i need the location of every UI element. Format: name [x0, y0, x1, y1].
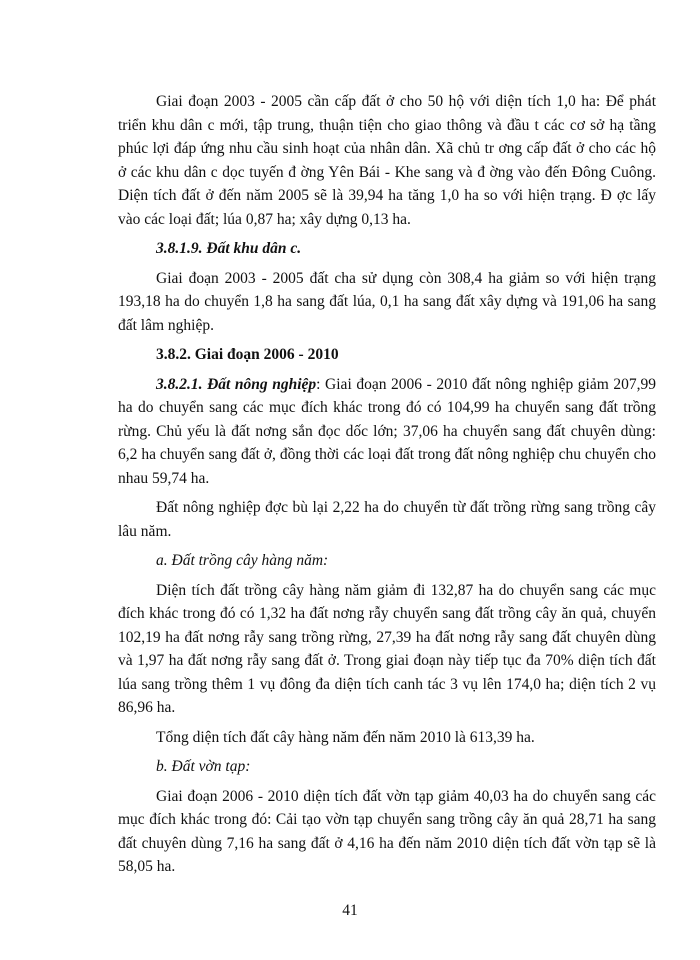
- page-content: [118, 90, 656, 879]
- paragraph-compensated-land: Đất nông nghiệp đợc bù lại 2,22 ha do chuyển từ đất trồng rừng sang trồng cây lâu năm.: [118, 499, 656, 540]
- paragraph-agricultural-land-2006-2010: [118, 373, 656, 491]
- paragraph-residential-land-2003-2005: Giai đoạn 2003 - 2005 cần cấp đất ở cho 50 hộ với diện tích 1,0 ha: Để phát triển khu dân c mới, tập trung, thuận tiện cho giao thông và đầu t các cơ sở hạ tầng phúc lợi đáp ứng nhu cầu sinh hoạt của nhân dân. Xã chủ tr ơng cấp đất ở cho các hộ ở các khu dân c dọc tuyến đ ờng Yên Bái - Khe sang và đ ờng vào đến Đông Cuông. Diện tích đất ở đến năm 2005 sẽ là 39,94 ha tăng 1,0 ha so với hiện trạng. Đ ợc lấy vào các loại đất; lúa 0,87 ha; xây dựng 0,13 ha.: [118, 93, 656, 228]
- heading-mixed-gardens: b. Đất vờn tạp:: [156, 758, 251, 775]
- page-number: 41: [342, 902, 358, 919]
- paragraph-annual-crops-total: Tổng diện tích đất cây hàng năm đến năm 2010 là 613,39 ha.: [156, 728, 535, 746]
- paragraph-unused-land-2003-2005: Giai đoạn 2003 - 2005 đất cha sử dụng còn 308,4 ha giảm so với hiện trạng 193,18 ha do chuyển 1,8 ha sang đất lúa, 0,1 ha sang đất xây dựng và 191,06 ha sang đất lâm nghiệp.: [118, 269, 656, 334]
- heading-annual-crops: a. Đất trồng cây hàng năm:: [156, 552, 329, 569]
- heading-3-8-2-1: 3.8.2.1. Đất nông nghiệp: [156, 375, 317, 393]
- paragraph-mixed-gardens: Giai đoạn 2006 - 2010 diện tích đất vờn tạp giảm 40,03 ha do chuyển sang các mục đích khác trong đó: Cải tạo vờn tạp chuyển sang trồng cây ăn quả 28,71 ha sang đất chuyên dùng 7,16 ha sang đất ở 4,16 ha đến năm 2010 diện tích đất vờn tạp sẽ là 58,05 ha.: [118, 787, 656, 875]
- heading-3-8-1-9: 3.8.1.9. Đất khu dân c.: [156, 240, 302, 257]
- heading-3-8-2: 3.8.2. Giai đoạn 2006 - 2010: [156, 346, 339, 363]
- paragraph-agricultural-land-text: : Giai đoạn 2006 - 2010 đất nông nghiệp giảm 207,99 ha do chuyển sang các mục đích khác trong đó có 104,99 ha chuyển sang đất trồng rừng. Chủ yếu là đất nơng sắn đọc dốc lớn; 37,06 ha chuyển sang đất chuyên dùng: 6,2 ha chuyển sang đất ở, đồng thời các loại đất trong đất nông nghiệp chu chuyển cho nhau 59,74 ha.: [118, 375, 657, 487]
- paragraph-annual-crops: Diện tích đất trồng cây hàng năm giảm đi 132,87 ha do chuyển sang các mục đích khác trong đó có 1,32 ha đất nơng rẫy chuyển sang đất trồng cây ăn quả, chuyển 102,19 ha đất nơng rẫy sang trồng rừng, 27,39 ha đất nơng rẫy sang đất chuyên dùng và 1,97 ha đất nơng rẫy sang đất ở. Trong giai đoạn này tiếp tục đa 70% diện tích đất lúa sang trồng thêm 1 vụ đông đa diện tích canh tác 3 vụ lên 174,0 ha; diện tích 2 vụ 86,96 ha.: [118, 581, 656, 716]
